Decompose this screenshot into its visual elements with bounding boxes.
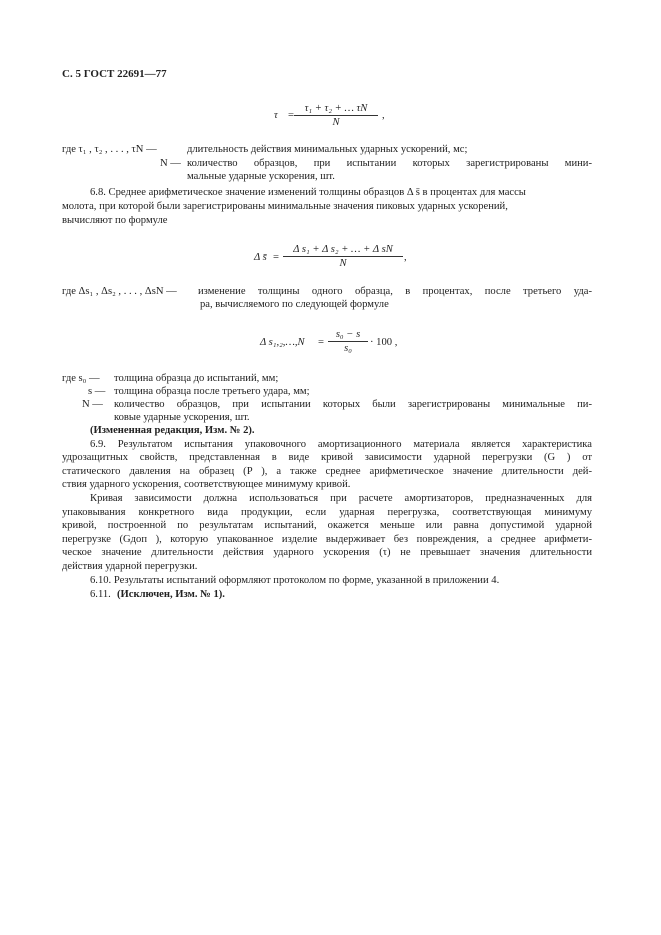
where3-text-4: ковые ударные ускорения, шт. [114, 412, 250, 423]
formula2-lhs: Δ s̄ [254, 252, 267, 263]
p69b-line-5: ческое значение длительности действия ударного ускорения (τ) не превышает значения длительности [62, 547, 592, 558]
formula3-numerator: s₀ − s [335, 329, 361, 340]
page-header: С. 5 ГОСТ 22691—77 [62, 68, 167, 80]
formula1-denominator: N [332, 117, 340, 128]
formula1-eq: = [288, 110, 294, 121]
p69-line-3: статического давления на образец (P ), а также среднее арифметическое значение длительности дей- [62, 466, 592, 477]
formula1-tail: , [382, 110, 385, 121]
p69b-line-2: упаковывания конкретного вида продукции, если ударная перегрузка, соответствующая минимуму [62, 507, 592, 518]
where3-term-2: s — [88, 386, 106, 397]
where3-text-1: толщина образца до испытаний, мм; [114, 373, 279, 384]
where1-n-term: N — [160, 158, 181, 169]
formula2-fraction [283, 244, 403, 269]
formula3-lhs: Δ s₁,₂,…,N [260, 337, 305, 348]
p69b-line-4: перегрузке (Gдоп ), которую упакованное изделие выдерживает без повреждения, а среднее арифмети- [62, 534, 592, 545]
fraction-bar [294, 115, 378, 116]
where1-n-text-2: мальные ударные ускорения, шт. [187, 171, 335, 182]
formula2-denominator: N [339, 258, 347, 269]
p69b-line-6: действия ударной перегрузки. [62, 561, 198, 572]
amendment-2: (Измененная редакция, Изм. № 2). [90, 425, 255, 436]
p611-number: 6.11. [90, 589, 111, 600]
formula3-tail: · 100 , [370, 337, 398, 348]
where2-prefix: где Δs₁ , Δs₂ , . . . , ΔsN — [62, 286, 177, 297]
where1-n-text-1: количество образцов, при испытании которых зарегистрированы мини- [187, 158, 592, 169]
where1-prefix: где τ₁ , τ₂ , . . . , τN — [62, 144, 157, 155]
where3-term-1: где s₀ — [62, 373, 100, 384]
formula2-numerator: Δ s₁ + Δ s₂ + … + Δ sN [293, 244, 393, 255]
fraction-bar [283, 256, 403, 257]
p611-text: (Исключен, Изм. № 1). [117, 589, 225, 600]
p69-line-4: ствия ударного ускорения, соответствующее минимуму кривой. [62, 479, 351, 490]
where3-text-3: количество образцов, при испытании которых были зарегистрированы минимальные пи- [114, 399, 592, 410]
where2-text-1: изменение толщины одного образца, в процентах, после третьего уда- [198, 286, 592, 297]
p68-line-1: 6.8. Среднее арифметическое значение изменений толщины образцов Δ s̄ в процентах для массы [90, 187, 526, 198]
p68-line-3: вычисляют по формуле [62, 215, 168, 226]
p69b-line-3: кривой, построенной по результатам испытаний, окажется меньше или равна допустимой ударной [62, 520, 592, 531]
where1-text: длительность действия минимальных ударных ускорений, мс; [187, 144, 468, 155]
p69-line-2: удрозащитных свойств, представленная в виде кривой зависимости ударной перегрузки (G ) от [62, 452, 592, 463]
formula2-eq: = [273, 252, 279, 263]
p610: 6.10. Результаты испытаний оформляют протоколом по форме, указанной в приложении 4. [90, 575, 500, 586]
formula1-fraction [294, 103, 378, 128]
formula3-denominator: s₀ [344, 343, 352, 354]
formula3-eq: = [318, 337, 324, 348]
formula2-tail: , [404, 252, 407, 263]
formula1-numerator: τ₁ + τ₂ + … τN [304, 103, 368, 114]
where2-text-2: ра, вычисляемого по следующей формуле [200, 299, 389, 310]
formula1-lhs: τ [274, 110, 278, 121]
p69b-line-1: Кривая зависимости должна использоваться при расчете амортизаторов, предназначенных для [90, 493, 592, 504]
formula3-fraction [328, 329, 368, 354]
p69-line-1: 6.9. Результатом испытания упаковочного амортизационного материала является характеристика [90, 439, 592, 450]
where3-text-2: толщина образца после третьего удара, мм; [114, 386, 310, 397]
where3-term-3: N — [82, 399, 103, 410]
p68-line-2: молота, при которой были зарегистрированы минимальные значения пиковых ударных ускорений, [62, 201, 508, 212]
fraction-bar [328, 341, 368, 342]
